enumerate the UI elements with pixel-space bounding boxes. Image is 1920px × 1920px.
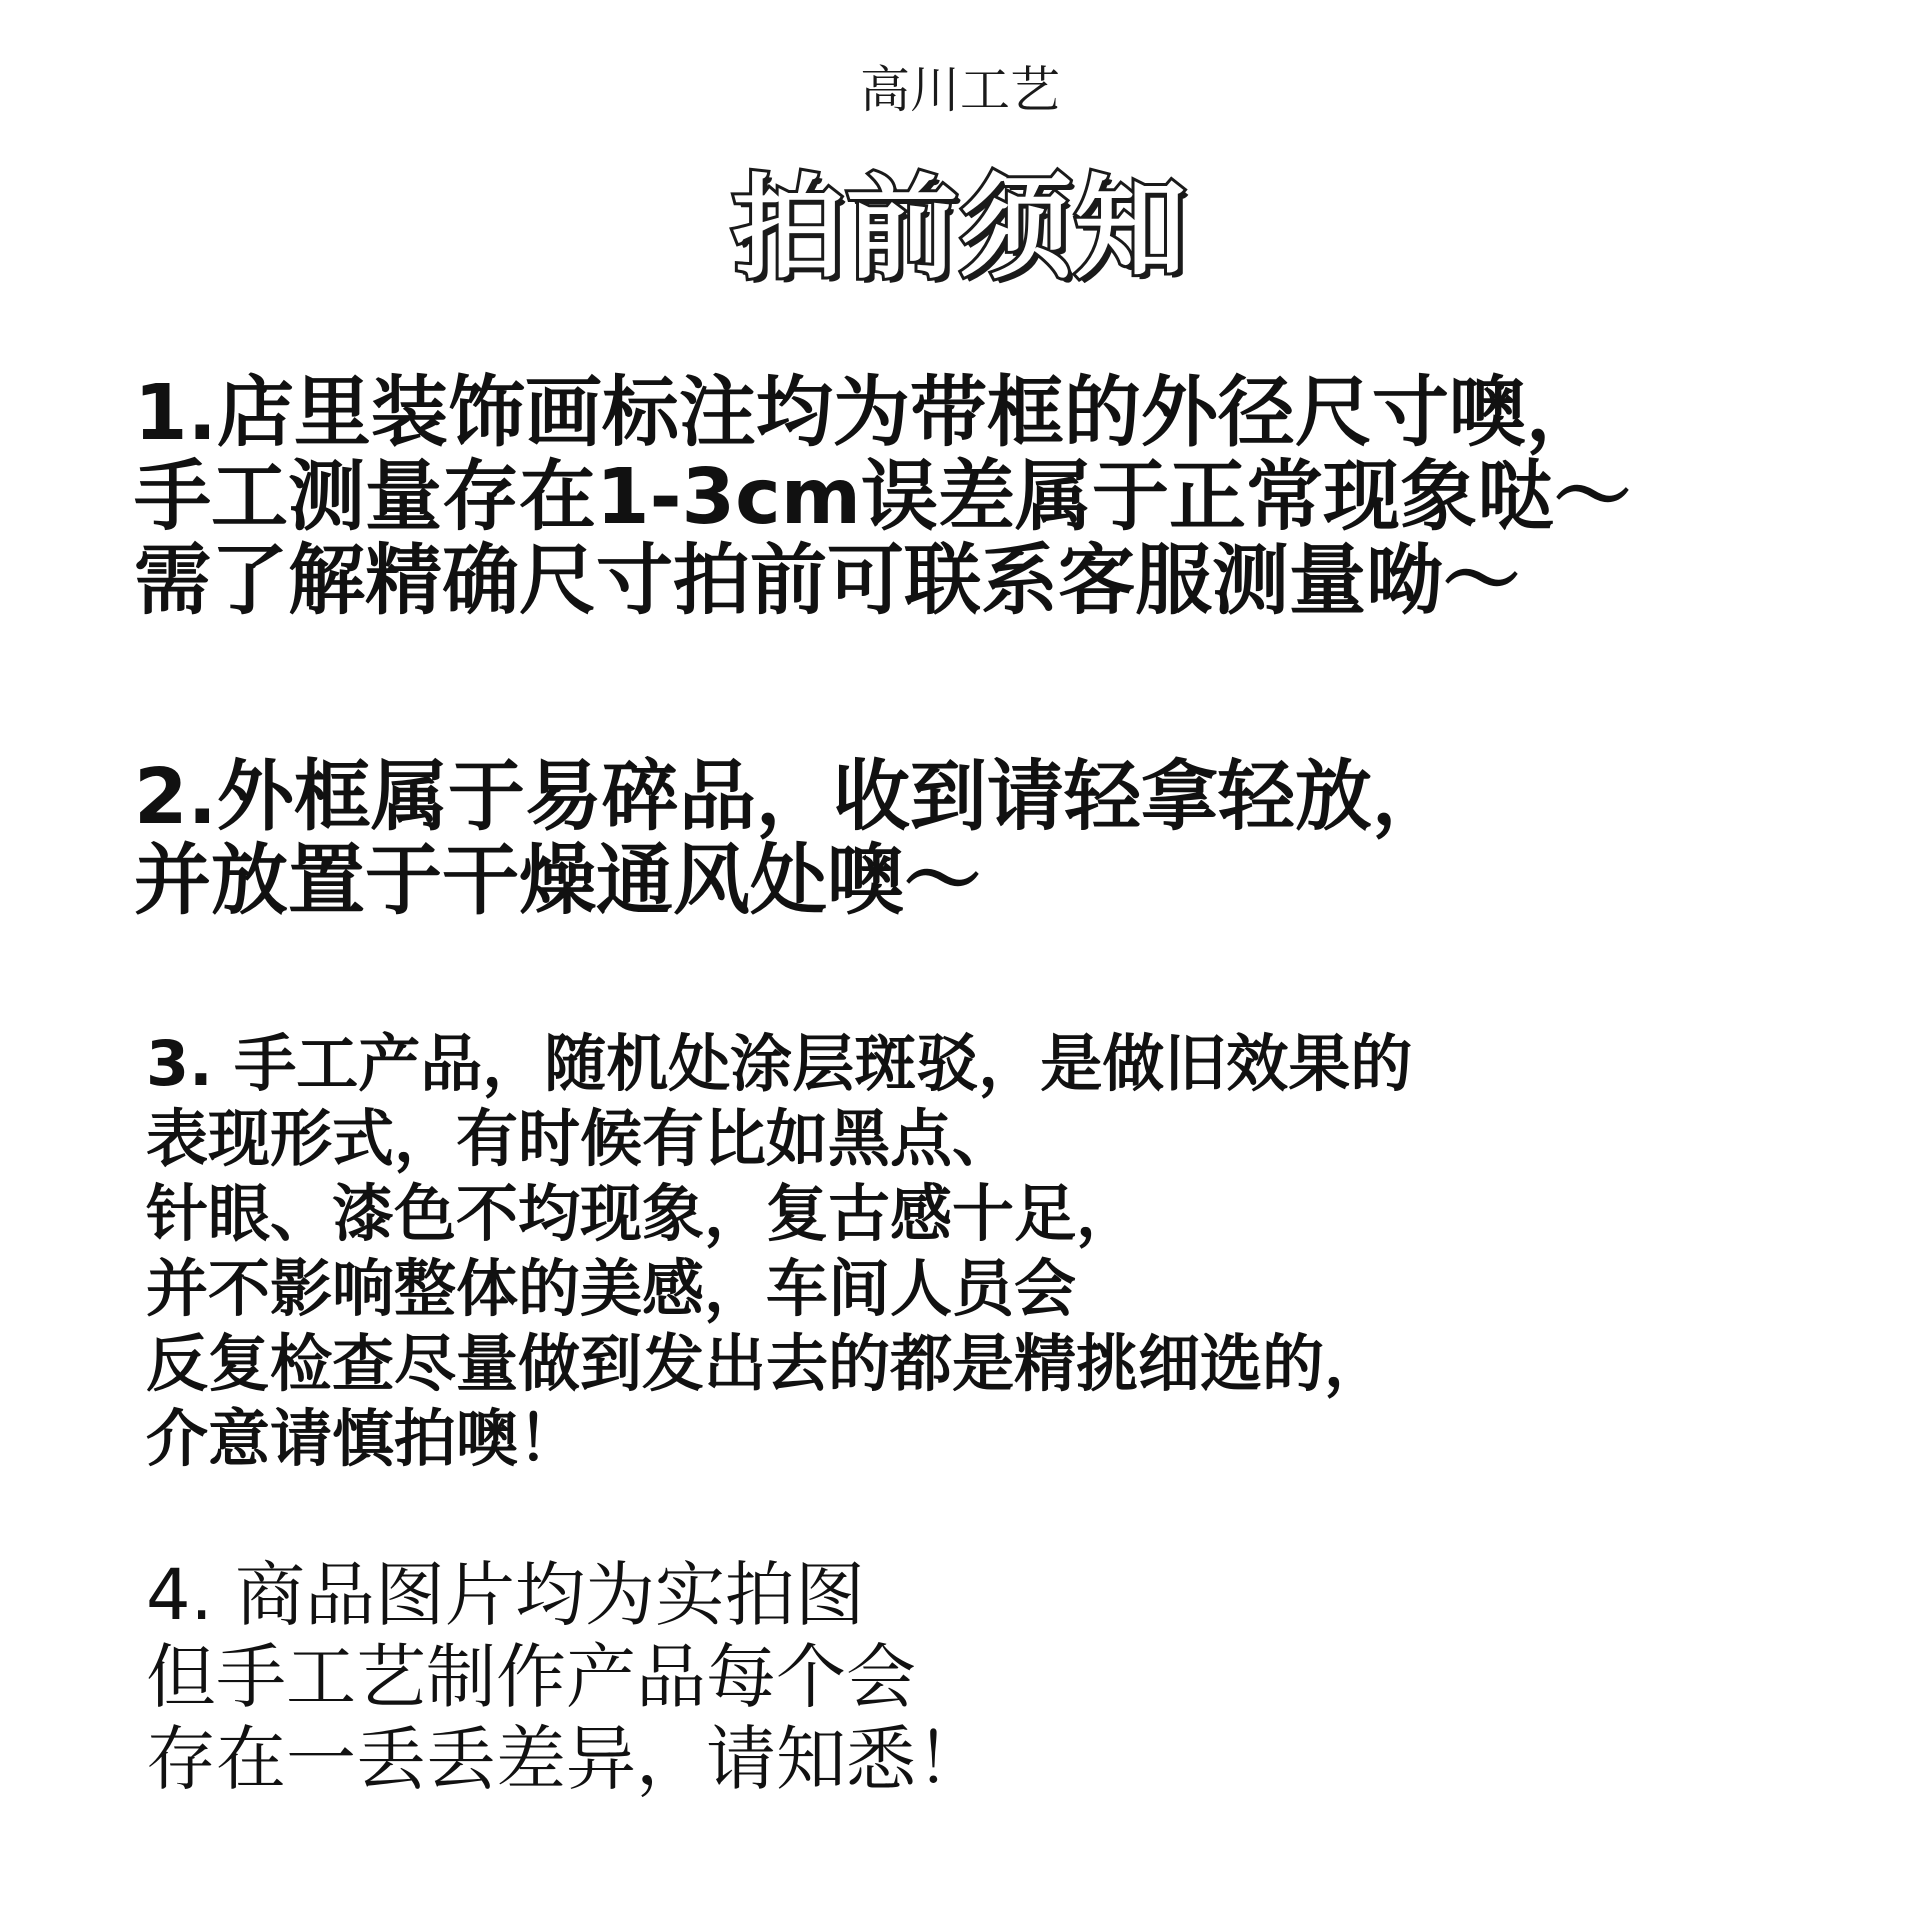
notice-line: 并不影响整体的美感，车间人员会 (146, 1252, 1077, 1325)
notice-line: 针眼、漆色不均现象，复古感十足， (146, 1177, 1139, 1250)
notice-line: 但手工艺制作产品每个会 (146, 1636, 916, 1718)
notice-line: 手工测量存在1-3cm误差属于正常现象哒～ (134, 453, 1631, 542)
notice-line: 表现形式，有时候有比如黑点、 (146, 1102, 1015, 1175)
notice-item-1 (134, 369, 1631, 626)
page-title: 拍前须知 (732, 164, 1188, 294)
notice-item-2 (134, 753, 1449, 926)
notice-line: 反复检查尽量做到发出去的都是精挑细选的， (146, 1327, 1387, 1400)
notice-line: 1.店里装饰画标注均为带框的外径尺寸噢， (134, 369, 1603, 458)
notice-item-4 (146, 1554, 986, 1800)
notice-item-3 (146, 1026, 1412, 1476)
notice-line: 并放置于干燥通风处噢～ (134, 837, 981, 926)
notice-line: 3. 手工产品，随机处涂层斑驳，是做旧效果的 (146, 1027, 1413, 1100)
notice-line: 需了解精确尺寸拍前可联系客服测量呦～ (134, 537, 1520, 626)
notice-line: 4. 商品图片均为实拍图 (146, 1554, 866, 1636)
notice-line: 存在一丢丢差异，请知悉！ (146, 1718, 986, 1800)
notice-line: 介意请慎拍噢！ (146, 1402, 581, 1475)
notice-line: 2.外框属于易碎品，收到请轻拿轻放， (134, 753, 1449, 842)
brand-name: 高川工艺 (860, 61, 1060, 119)
